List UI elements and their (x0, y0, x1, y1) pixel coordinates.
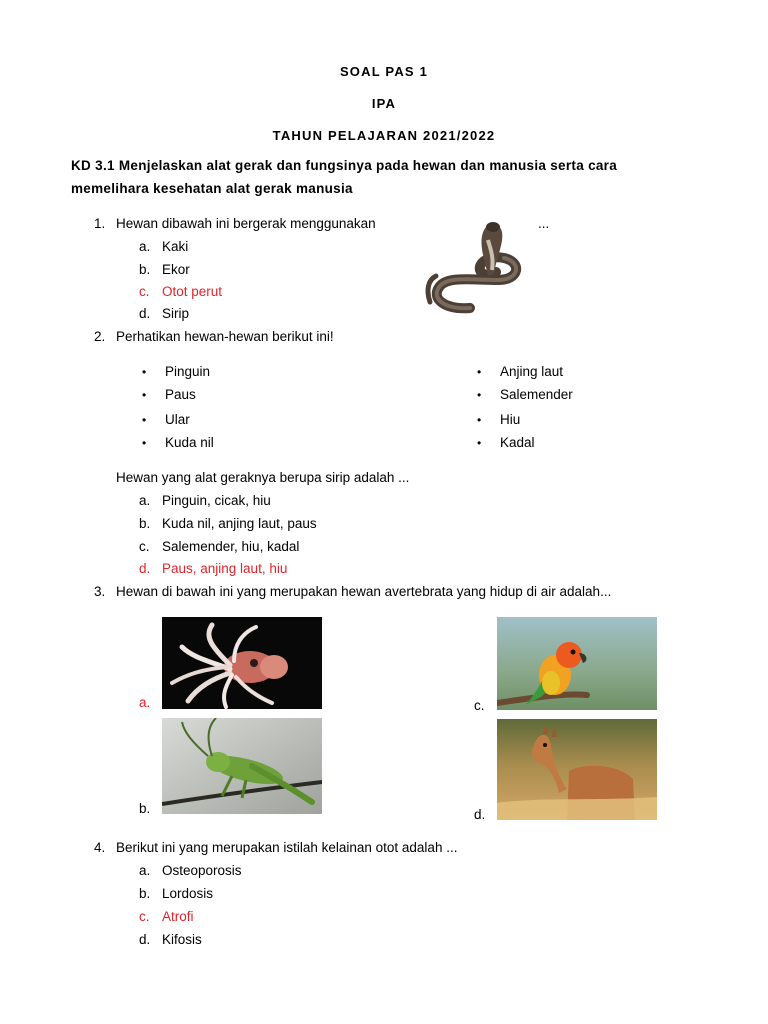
option-letter: d. (139, 306, 151, 321)
squid-image (162, 617, 322, 709)
list-item: Kuda nil (165, 435, 214, 450)
question-number: 4. (94, 840, 106, 855)
list-item: Kadal (500, 435, 535, 450)
grasshopper-image (162, 718, 322, 814)
list-item: Pinguin (165, 364, 211, 379)
option-text: Ekor (162, 262, 190, 277)
list-item: Salemender (500, 387, 573, 402)
list-item: Hiu (500, 412, 521, 427)
list-item: Anjing laut (500, 364, 564, 379)
bullet: • (142, 388, 147, 402)
snake-cobra-image (424, 218, 524, 314)
academic-year-title: TAHUN PELAJARAN 2021/2022 (272, 128, 496, 143)
bullet: • (142, 365, 147, 379)
option-text: Kuda nil, anjing laut, paus (162, 516, 317, 531)
option-letter: d. (474, 807, 486, 822)
parrot-image (497, 617, 657, 710)
option-letter: a. (139, 863, 151, 878)
subject-title: IPA (371, 96, 397, 111)
horse-image (497, 719, 657, 820)
option-letter: b. (139, 262, 151, 277)
option-text: Sirip (162, 306, 190, 321)
option-text: Pinguin, cicak, hiu (162, 493, 271, 508)
kd-line-1: KD 3.1 Menjelaskan alat gerak dan fungsinya pada hewan dan manusia serta cara (71, 158, 618, 173)
option-letter: c. (474, 698, 485, 713)
question-number: 1. (94, 216, 106, 231)
option-text-answer: Paus, anjing laut, hiu (162, 561, 288, 576)
option-letter-answer: d. (139, 561, 151, 576)
option-letter-answer: c. (139, 909, 150, 924)
option-letter: c. (139, 539, 150, 554)
option-letter: a. (139, 493, 151, 508)
option-letter: b. (139, 801, 151, 816)
option-text: Osteoporosis (162, 863, 242, 878)
option-text-answer: Otot perut (162, 284, 223, 299)
question-prompt: Hewan yang alat geraknya berupa sirip adalah ... (116, 470, 410, 485)
option-letter: b. (139, 516, 151, 531)
option-text-answer: Atrofi (162, 909, 194, 924)
list-item: Paus (165, 387, 196, 402)
question-text: Berikut ini yang merupakan istilah kelainan otot adalah ... (116, 840, 458, 855)
title-line-1: SOAL PAS 1 (339, 64, 429, 79)
bullet: • (477, 413, 482, 427)
option-letter: d. (139, 932, 151, 947)
question-text: Hewan di bawah ini yang merupakan hewan avertebrata yang hidup di air adalah... (116, 584, 612, 599)
question-text: Hewan dibawah ini bergerak menggunakan (116, 216, 376, 231)
option-text: Kaki (162, 239, 189, 254)
question-ellipsis: ... (538, 216, 550, 231)
question-text: Perhatikan hewan-hewan berikut ini! (116, 329, 334, 344)
question-number: 3. (94, 584, 106, 599)
option-text: Kifosis (162, 932, 202, 947)
option-text: Salemender, hiu, kadal (162, 539, 300, 554)
option-letter-answer: c. (139, 284, 150, 299)
option-letter-answer: a. (139, 695, 151, 710)
bullet: • (477, 436, 482, 450)
bullet: • (142, 413, 147, 427)
bullet: • (477, 388, 482, 402)
list-item: Ular (165, 412, 190, 427)
question-number: 2. (94, 329, 106, 344)
kd-line-2: memelihara kesehatan alat gerak manusia (71, 181, 353, 196)
option-letter: a. (139, 239, 151, 254)
option-letter: b. (139, 886, 151, 901)
bullet: • (142, 436, 147, 450)
option-text: Lordosis (162, 886, 214, 901)
bullet: • (477, 365, 482, 379)
